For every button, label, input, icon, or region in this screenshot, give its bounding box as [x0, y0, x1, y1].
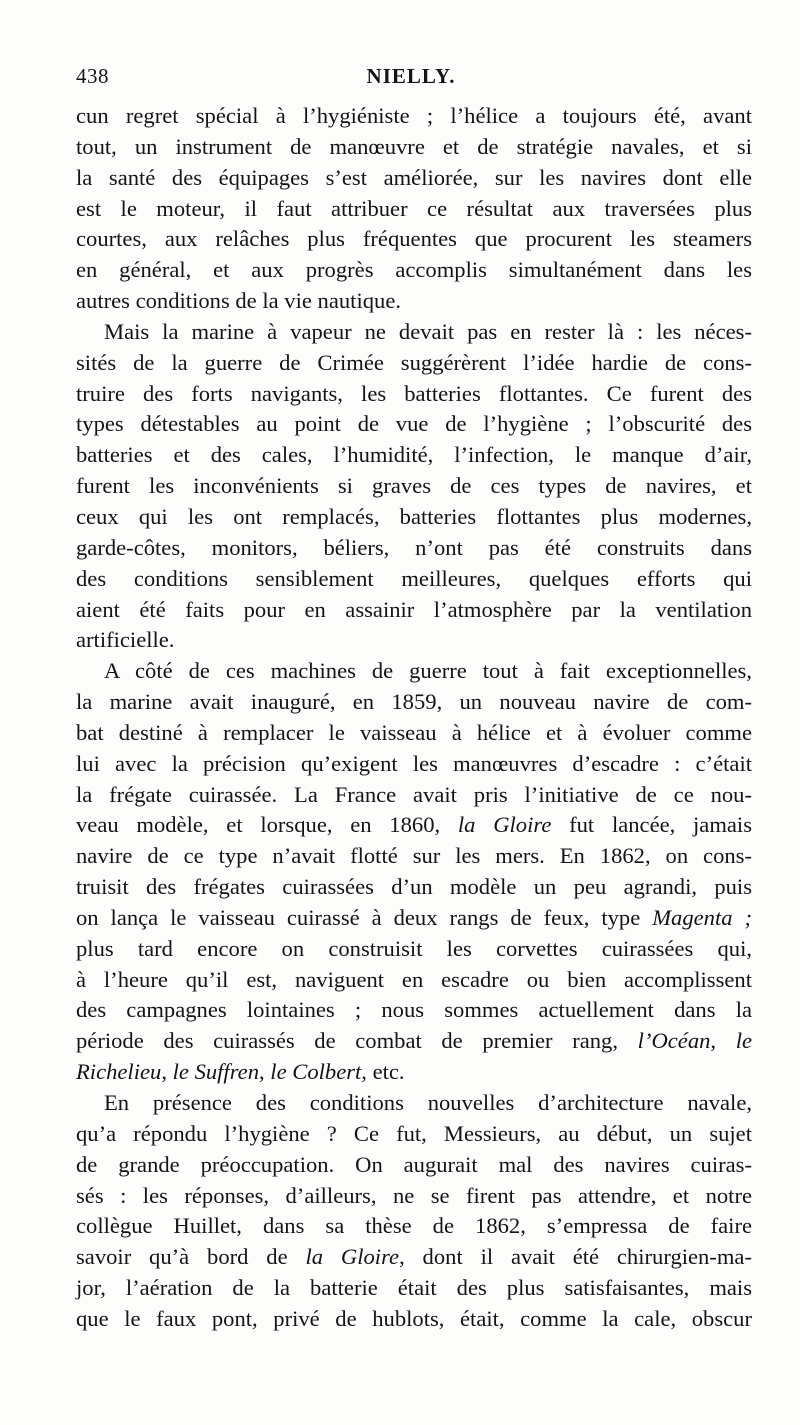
- text-line: [76, 379, 752, 410]
- text-line: [76, 194, 752, 225]
- italic-ship-name: Richelieu: [76, 1059, 162, 1085]
- text-run: bat destiné à remplacer le vaisseau à hélice et à évoluer comme: [76, 719, 752, 745]
- text-run: on lança le vaisseau cuirassé à deux rangs de feux, type: [76, 904, 653, 930]
- text-run: la frégate cuirassée. La France avait pris l’initiative de ce nou-: [76, 781, 752, 807]
- italic-ship-name: le: [735, 1028, 753, 1054]
- text-line: [76, 564, 752, 595]
- text-line: [76, 132, 752, 163]
- text-line: [76, 687, 752, 718]
- running-title: NIELLY.: [366, 64, 456, 88]
- text-run: artificielle.: [76, 627, 175, 653]
- text-line: [76, 1119, 752, 1150]
- text-line: [76, 780, 752, 811]
- text-run: batteries et des cales, l’humidité, l’infection, le manque d’air,: [76, 442, 752, 468]
- italic-ship-name: la Gloire: [305, 1244, 400, 1270]
- text-run: garde-côtes, monitors, béliers, n’ont pas été construits dans: [76, 534, 752, 560]
- text-line: [76, 934, 752, 965]
- text-line: [76, 224, 752, 255]
- text-run: est le moteur, il faut attribuer ce résultat aux traversées plus: [76, 195, 752, 221]
- text-line: [76, 440, 752, 471]
- text-run: des campagnes lointaines ; nous sommes actuellement dans la: [76, 997, 752, 1023]
- italic-ship-name: le Suffren: [172, 1059, 259, 1085]
- text-run: en général, et aux progrès accomplis simultanément dans les: [76, 257, 752, 283]
- text-run: autres conditions de la vie nautique.: [76, 288, 402, 314]
- text-run: tout, un instrument de manœuvre et de stratégie navales, et si: [76, 133, 752, 159]
- text-run: de grande préoccupation. On augurait mal des navires cuiras-: [76, 1151, 752, 1177]
- text-run: fut lancée, jamais: [551, 812, 752, 838]
- text-line: [76, 1150, 752, 1181]
- text-run: savoir qu’à bord de: [76, 1244, 306, 1270]
- text-run: A côté de ces machines de guerre tout à fait exceptionnelles,: [104, 658, 752, 684]
- text-line: [76, 533, 752, 564]
- text-run: la marine avait inauguré, en 1859, un nouveau navire de com-: [76, 689, 752, 715]
- text-line: [76, 841, 752, 872]
- text-line: [76, 1273, 752, 1304]
- text-line: [76, 903, 752, 934]
- text-run: ,: [259, 1059, 271, 1085]
- text-line: [76, 502, 752, 533]
- text-line: [76, 286, 752, 317]
- text-line: [76, 348, 752, 379]
- text-run: plus tard encore on construisit les corvettes cuirassées qui,: [76, 935, 752, 961]
- text-run: , etc.: [361, 1059, 405, 1085]
- text-run: Mais la marine à vapeur ne devait pas en rester là : les néces-: [104, 318, 752, 344]
- text-line: [76, 1304, 752, 1335]
- text-run: période des cuirassés de combat de premier rang,: [76, 1028, 638, 1054]
- text-line: [76, 872, 752, 903]
- text-line: [76, 101, 752, 132]
- text-line: [76, 1088, 752, 1119]
- text-run: ,: [710, 1028, 736, 1054]
- text-line: [76, 965, 752, 996]
- italic-ship-name: Magenta ;: [652, 904, 752, 930]
- text-run: sités de la guerre de Crimée suggérèrent l’idée hardie de cons-: [76, 349, 752, 375]
- text-line: [76, 625, 752, 656]
- text-line: [76, 409, 752, 440]
- text-run: En présence des conditions nouvelles d’architecture navale,: [104, 1090, 752, 1115]
- text-line: [76, 255, 752, 286]
- text-run: qu’a répondu l’hygiène ? Ce fut, Messieurs, au début, un sujet: [76, 1120, 752, 1146]
- text-run: que le faux pont, privé de hublots, était, comme la cale, obscur: [76, 1305, 752, 1331]
- text-run: ,: [161, 1059, 173, 1085]
- text-line: [76, 1026, 752, 1057]
- text-run: truire des forts navigants, les batteries flottantes. Ce furent des: [76, 380, 752, 406]
- text-run: sés : les réponses, d’ailleurs, ne se firent pas attendre, et notre: [76, 1182, 752, 1208]
- text-run: lui avec la précision qu’exigent les manœuvres d’escadre : c’était: [76, 750, 752, 776]
- text-run: des conditions sensiblement meilleures, quelques efforts qui: [76, 565, 752, 591]
- text-run: navire de ce type n’avait flotté sur les mers. En 1862, on cons-: [76, 843, 752, 869]
- italic-ship-name: la Gloire: [457, 812, 552, 838]
- running-head: [76, 64, 746, 90]
- text-line: [76, 1242, 752, 1273]
- text-run: truisit des frégates cuirassées d’un modèle un peu agrandi, puis: [76, 874, 752, 900]
- text-run: la santé des équipages s’est améliorée, sur les navires dont elle: [76, 164, 752, 190]
- text-run: ceux qui les ont remplacés, batteries flottantes plus modernes,: [76, 503, 752, 529]
- text-run: aient été faits pour en assainir l’atmosphère par la ventilation: [76, 596, 752, 622]
- text-run: à l’heure qu’il est, naviguent en escadre ou bien accomplissent: [76, 966, 752, 992]
- text-line: [76, 749, 752, 780]
- text-run: collègue Huillet, dans sa thèse de 1862, s’empressa de faire: [76, 1213, 752, 1239]
- italic-ship-name: le Colbert: [270, 1059, 362, 1085]
- text-run: furent les inconvénients si graves de ces types de navires, et: [76, 473, 752, 499]
- text-line: [76, 656, 752, 687]
- text-line: [76, 810, 752, 841]
- text-line: [76, 317, 752, 348]
- text-line: [76, 1181, 752, 1212]
- text-line: [76, 163, 752, 194]
- text-line: [76, 1057, 752, 1088]
- text-line: [76, 471, 752, 502]
- text-run: courtes, aux relâches plus fréquentes que procurent les steamers: [76, 226, 752, 252]
- italic-ship-name: l’Océan: [637, 1028, 711, 1054]
- text-run: cun regret spécial à l’hygiéniste ; l’hélice a toujours été, avant: [76, 103, 752, 128]
- page-number: 438: [76, 64, 109, 88]
- text-run: jor, l’aération de la batterie était des plus satisfaisantes, mais: [76, 1275, 752, 1301]
- text-line: [76, 1211, 752, 1242]
- text-line: [76, 718, 752, 749]
- text-line: [76, 595, 752, 626]
- text-line: [76, 995, 752, 1026]
- body-text: [76, 101, 752, 1335]
- text-run: , dont il avait été chirurgien-ma-: [399, 1244, 752, 1270]
- text-run: veau modèle, et lorsque, en 1860,: [76, 812, 458, 838]
- text-run: types détestables au point de vue de l’hygiène ; l’obscurité des: [76, 411, 752, 437]
